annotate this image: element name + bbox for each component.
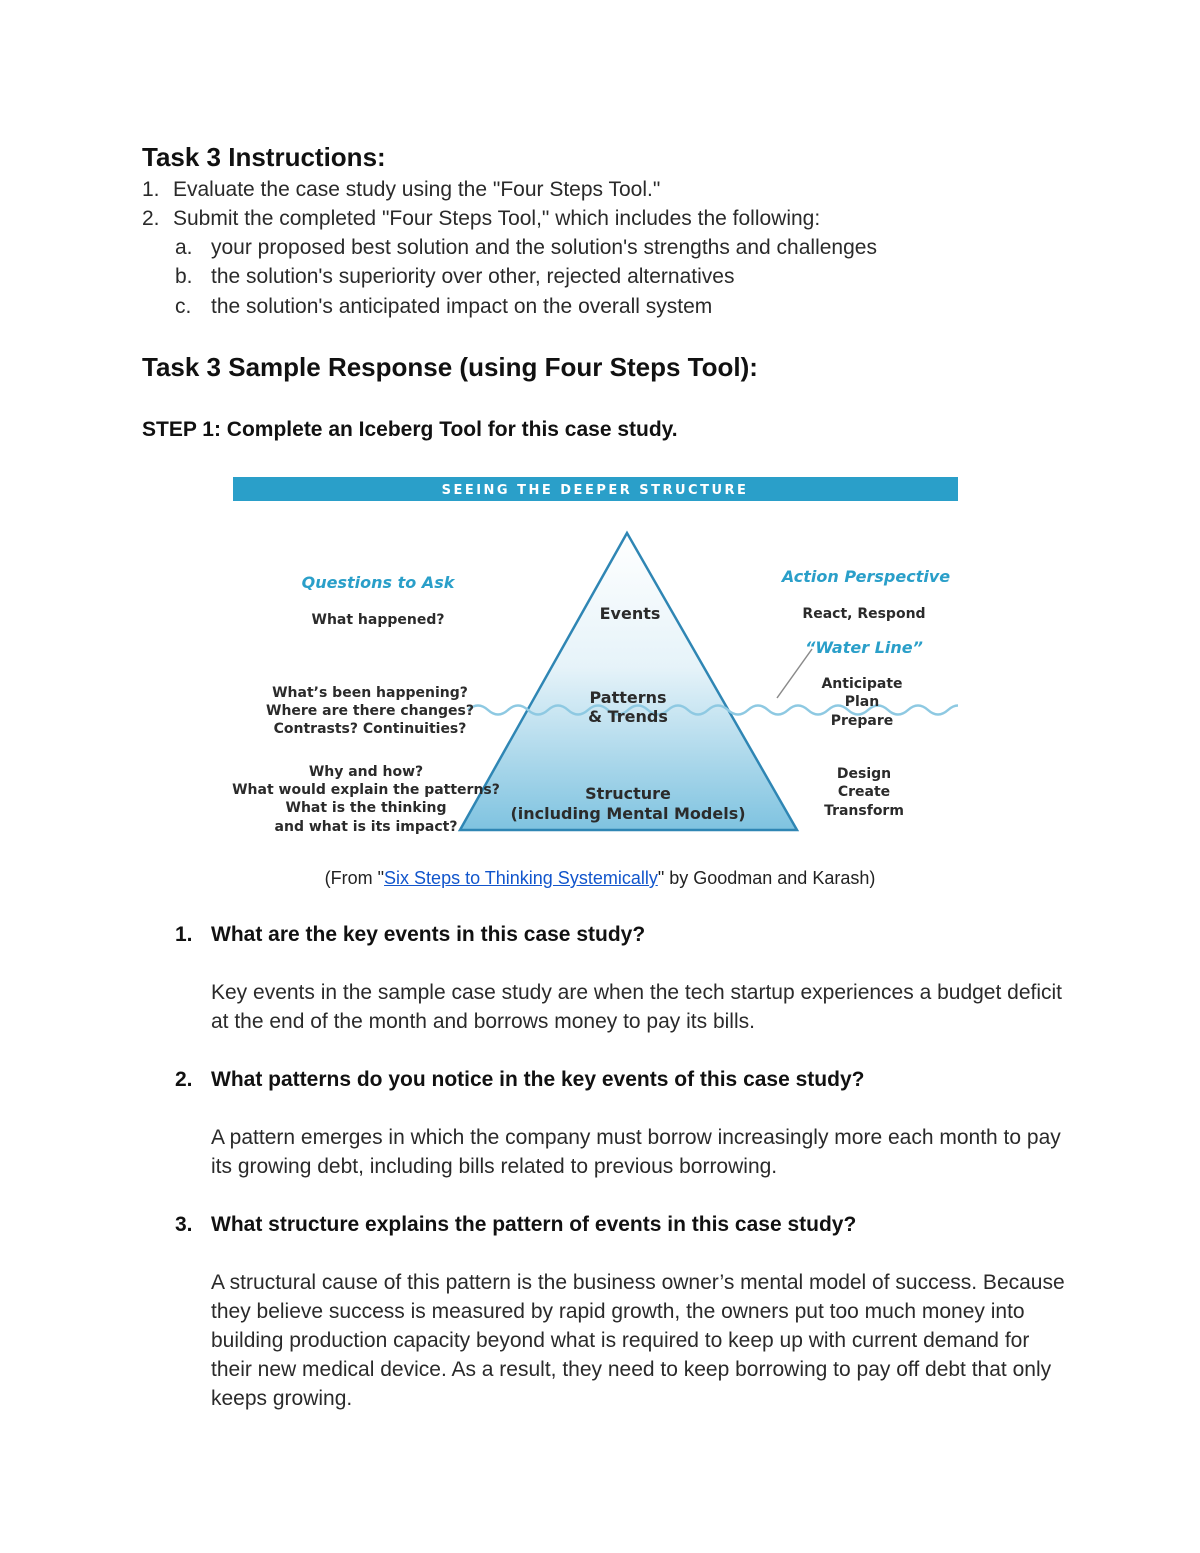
instruction-text: Evaluate the case study using the "Four Steps Tool." bbox=[173, 178, 661, 201]
diagram-caption bbox=[0, 866, 1200, 890]
list-marker: 2. bbox=[142, 207, 160, 230]
instruction-text: Submit the completed "Four Steps Tool," which includes the following: bbox=[173, 207, 821, 230]
question-number: 1. bbox=[175, 923, 193, 946]
action-heading: Action Perspective bbox=[781, 567, 951, 586]
question-structure: What would explain the patterns? bbox=[232, 782, 500, 798]
instructions-title: Task 3 Instructions: bbox=[142, 142, 386, 172]
instruction-subitem bbox=[175, 233, 877, 262]
question-heading: What structure explains the pattern of events in this case study? bbox=[211, 1213, 857, 1236]
iceberg-diagram bbox=[232, 476, 958, 862]
question-patterns: What’s been happening? bbox=[272, 685, 468, 701]
question-number: 2. bbox=[175, 1068, 193, 1091]
list-marker: 1. bbox=[142, 178, 160, 201]
banner-text: SEEING THE DEEPER STRUCTURE bbox=[441, 483, 749, 498]
instruction-item bbox=[142, 175, 660, 204]
caption-suffix: " by Goodman and Karash) bbox=[657, 868, 876, 888]
list-marker: a. bbox=[175, 236, 193, 259]
list-marker: b. bbox=[175, 265, 193, 288]
step1-heading: STEP 1: Complete an Iceberg Tool for this case study. bbox=[142, 418, 678, 441]
question-structure: and what is its impact? bbox=[274, 819, 458, 835]
instruction-subitem bbox=[175, 292, 712, 321]
question-heading: What patterns do you notice in the key events of this case study? bbox=[211, 1068, 865, 1091]
level-events: Events bbox=[599, 604, 661, 623]
list-marker: c. bbox=[175, 295, 192, 318]
instruction-subtext: your proposed best solution and the solution's strengths and challenges bbox=[211, 236, 877, 259]
action-patterns: Plan bbox=[844, 694, 880, 710]
water-line-label: “Water Line” bbox=[805, 638, 923, 657]
answer-paragraph: Key events in the sample case study are when the tech startup experiences a budget deficit at the end of the month and borrows money to pay its bills. bbox=[211, 981, 1063, 1033]
caption-prefix: (From " bbox=[324, 868, 385, 888]
instruction-item bbox=[142, 204, 820, 233]
sample-title: Task 3 Sample Response (using Four Steps Tool): bbox=[142, 352, 758, 382]
instruction-subtext: the solution's anticipated impact on the overall system bbox=[211, 295, 713, 318]
action-structure: Create bbox=[837, 784, 891, 800]
action-structure: Transform bbox=[824, 803, 904, 819]
action-patterns: Anticipate bbox=[821, 676, 903, 692]
action-patterns: Prepare bbox=[830, 713, 894, 729]
question-structure: What is the thinking bbox=[285, 800, 447, 816]
instruction-subtext: the solution's superiority over other, rejected alternatives bbox=[211, 265, 735, 288]
source-link[interactable]: Six Steps to Thinking Systemically bbox=[384, 868, 658, 888]
answer-paragraph: A structural cause of this pattern is the business owner’s mental model of success. Because they believe success is measured by rapid growth, the owners put too much money into building production capacity beyond what is required to keep up with current demand for their new medical device. As a result, they need to keep borrowing to pay off debt that only keeps growing. bbox=[211, 1271, 1065, 1410]
action-structure: Design bbox=[836, 766, 892, 782]
question-structure: Why and how? bbox=[308, 764, 424, 780]
level-structure: (including Mental Models) bbox=[510, 804, 746, 823]
level-patterns: Patterns bbox=[589, 688, 667, 707]
level-patterns: & Trends bbox=[588, 707, 668, 726]
question-patterns: Where are there changes? bbox=[266, 703, 474, 719]
action-events: React, Respond bbox=[802, 606, 926, 622]
question-events: What happened? bbox=[311, 612, 445, 628]
question-number: 3. bbox=[175, 1213, 193, 1236]
question-patterns: Contrasts? Continuities? bbox=[273, 721, 467, 737]
question-heading: What are the key events in this case study? bbox=[211, 923, 646, 946]
level-structure: Structure bbox=[585, 784, 671, 803]
instruction-subitem bbox=[175, 262, 734, 291]
questions-heading: Questions to Ask bbox=[301, 573, 455, 592]
answer-paragraph: A pattern emerges in which the company must borrow increasingly more each month to pay its growing debt, including bills related to previous borrowing. bbox=[211, 1126, 1061, 1178]
